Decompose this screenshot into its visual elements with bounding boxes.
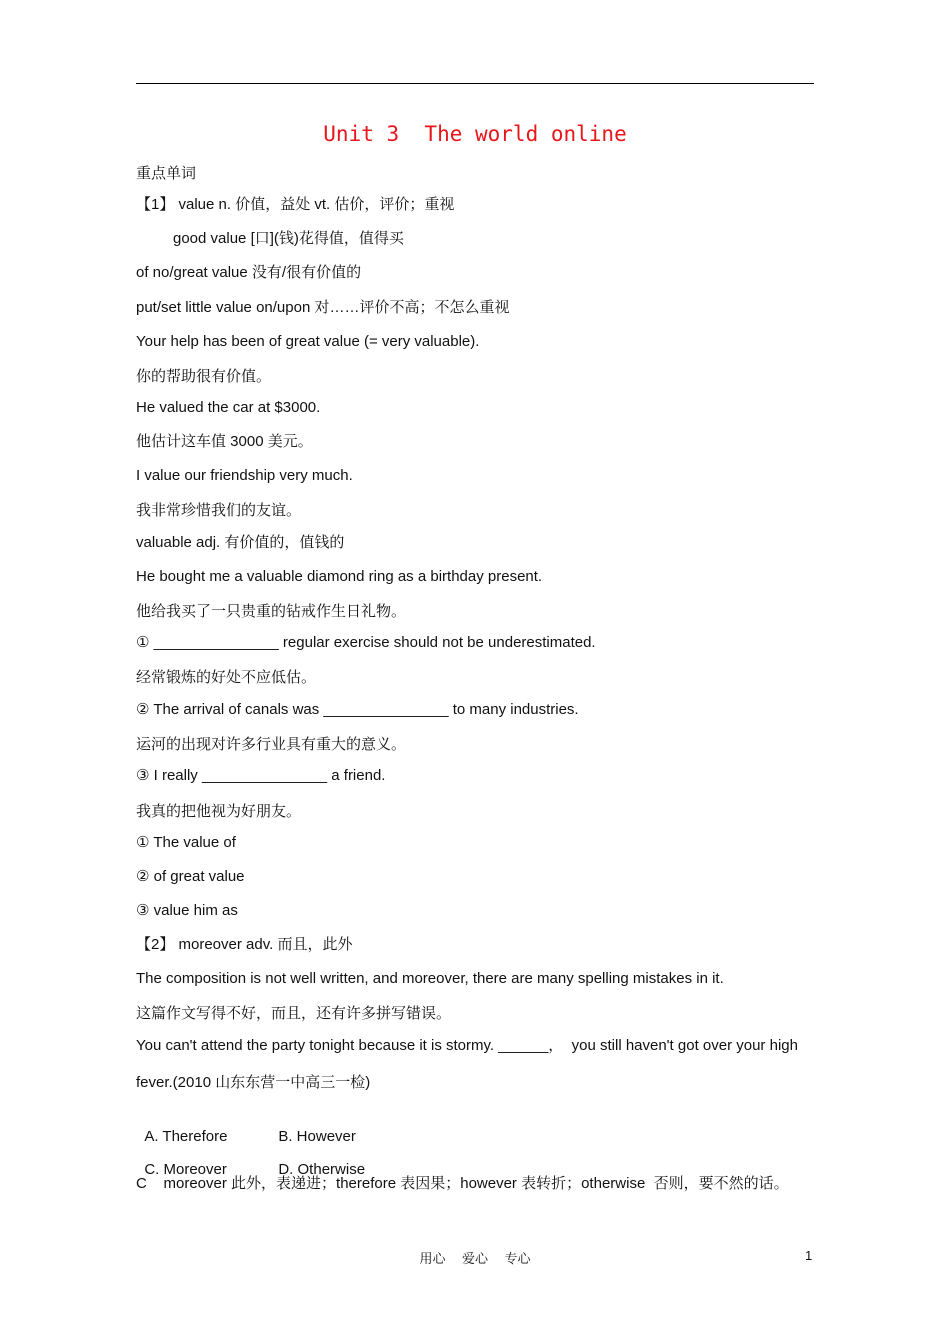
exercise-line: ③ I really _______________ a friend. <box>136 767 386 784</box>
page-number: 1 <box>805 1248 813 1263</box>
text-line: The composition is not well written, and moreover, there are many spelling mistakes in it. <box>136 970 724 987</box>
page-footer: 用心 爱心 专心 <box>419 1252 531 1267</box>
text-line: He valued the car at $3000. <box>136 399 321 416</box>
text-line: 我非常珍惜我们的友谊。 <box>136 501 302 519</box>
question-line: fever.(2010 山东东营一中高三一检) <box>136 1074 371 1091</box>
text-line: Your help has been of great value (= very valuable). <box>136 333 480 350</box>
exercise-line: ① _______________ regular exercise should not be underestimated. <box>136 634 596 651</box>
text-line: 【2】 moreover adv. 而且，此外 <box>136 936 353 953</box>
text-line: 他估计这车值 3000 美元。 <box>136 433 313 450</box>
question-line: You can't attend the party tonight because it is stormy. ______， you still haven't got over your high <box>136 1037 798 1054</box>
answer-line: ② of great value <box>136 868 245 885</box>
answer-line: ① The value of <box>136 834 236 851</box>
text-line: valuable adj. 有价值的，值钱的 <box>136 534 345 551</box>
text-line: of no/great value 没有/很有价值的 <box>136 264 362 281</box>
explanation-line: C moreover 此外，表递进；therefore 表因果；however 表转折；otherwise 否则，要不然的话。 <box>136 1175 789 1192</box>
text-line: He bought me a valuable diamond ring as a birthday present. <box>136 568 543 585</box>
option-c: C. Moreover <box>144 1161 227 1178</box>
text-line: 你的帮助很有价值。 <box>136 367 272 385</box>
text-line: put/set little value on/upon 对……评价不高；不怎么重视 <box>136 299 510 316</box>
text-line: 经常锻炼的好处不应低估。 <box>136 668 317 686</box>
text-line: 运河的出现对许多行业具有重大的意义。 <box>136 735 407 753</box>
page-title: Unit 3 The world online <box>323 122 627 146</box>
option-a: A. Therefore <box>144 1128 228 1145</box>
header-rule <box>136 83 814 84</box>
text-line: 这篇作文写得不好，而且，还有许多拼写错误。 <box>136 1004 452 1022</box>
text-line: 他给我买了一只贵重的钻戒作生日礼物。 <box>136 602 407 620</box>
text-line: good value [口](钱)花得值，值得买 <box>173 230 404 247</box>
exercise-line: ② The arrival of canals was _______________ to many industries. <box>136 701 579 718</box>
answer-line: ③ value him as <box>136 902 238 919</box>
text-line: I value our friendship very much. <box>136 467 353 484</box>
option-d: D. Otherwise <box>278 1161 366 1178</box>
text-line: 【1】 value n. 价值，益处 vt. 估价，评价；重视 <box>136 196 455 213</box>
option-b: B. However <box>278 1128 356 1145</box>
section-heading: 重点单词 <box>136 164 197 182</box>
text-line: 我真的把他视为好朋友。 <box>136 802 302 820</box>
